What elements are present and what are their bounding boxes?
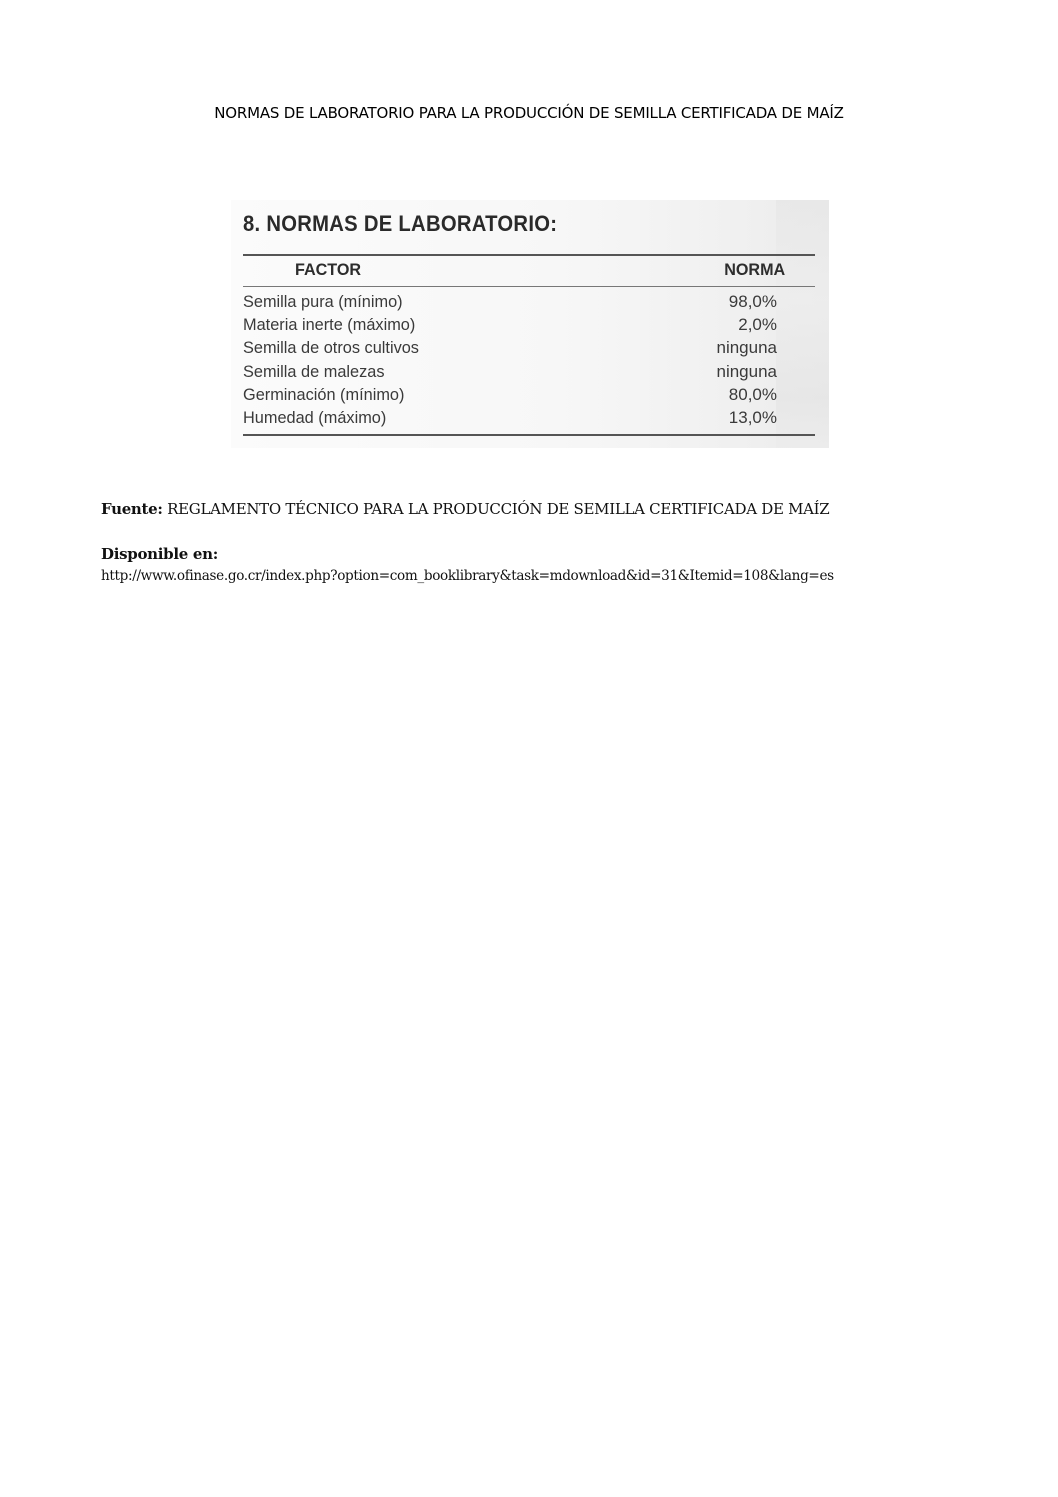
row-factor: Materia inerte (máximo) <box>243 315 416 335</box>
row-factor: Humedad (máximo) <box>243 407 387 427</box>
table-row <box>243 292 777 315</box>
table-row <box>243 362 777 385</box>
table-row <box>243 338 777 361</box>
row-norma: ninguna <box>716 338 777 358</box>
scanned-table-image <box>231 200 829 448</box>
row-factor: Semilla de otros cultivos <box>243 338 419 358</box>
row-norma: 98,0% <box>728 292 777 311</box>
page-title: NORMAS DE LABORATORIO PARA LA PRODUCCIÓN DE SEMILLA CERTIFICADA DE MAÍZ <box>214 104 844 122</box>
row-factor: Semilla de malezas <box>243 361 385 381</box>
row-norma: 80,0% <box>728 384 777 404</box>
scan-background-bleed <box>776 200 829 448</box>
table-row <box>243 408 777 431</box>
row-norma: 2,0% <box>738 315 777 335</box>
row-norma: ninguna <box>716 361 777 381</box>
column-header-norma: NORMA <box>723 260 785 279</box>
table-rule-bottom <box>243 434 815 436</box>
table-row <box>243 315 777 338</box>
table-row <box>243 385 777 408</box>
row-factor: Germinación (mínimo) <box>243 384 405 404</box>
source-text: REGLAMENTO TÉCNICO PARA LA PRODUCCIÓN DE SEMILLA CERTIFICADA DE MAÍZ <box>167 500 830 518</box>
row-norma: 13,0% <box>728 407 777 427</box>
availability-label: Disponible en: <box>101 545 218 563</box>
table-body <box>243 292 777 431</box>
scan-heading: 8. NORMAS DE LABORATORIO: <box>243 211 558 236</box>
table-rule-top <box>243 254 815 256</box>
column-header-factor: FACTOR <box>295 260 362 279</box>
source-label: Fuente: <box>101 500 163 518</box>
row-factor: Semilla pura (mínimo) <box>243 292 403 311</box>
availability-url[interactable]: http://www.ofinase.go.cr/index.php?option=com_booklibrary&task=mdownload&id=31&Itemid=108&lang=es <box>101 568 834 584</box>
source-line <box>101 500 829 518</box>
table-rule-header <box>243 286 815 287</box>
